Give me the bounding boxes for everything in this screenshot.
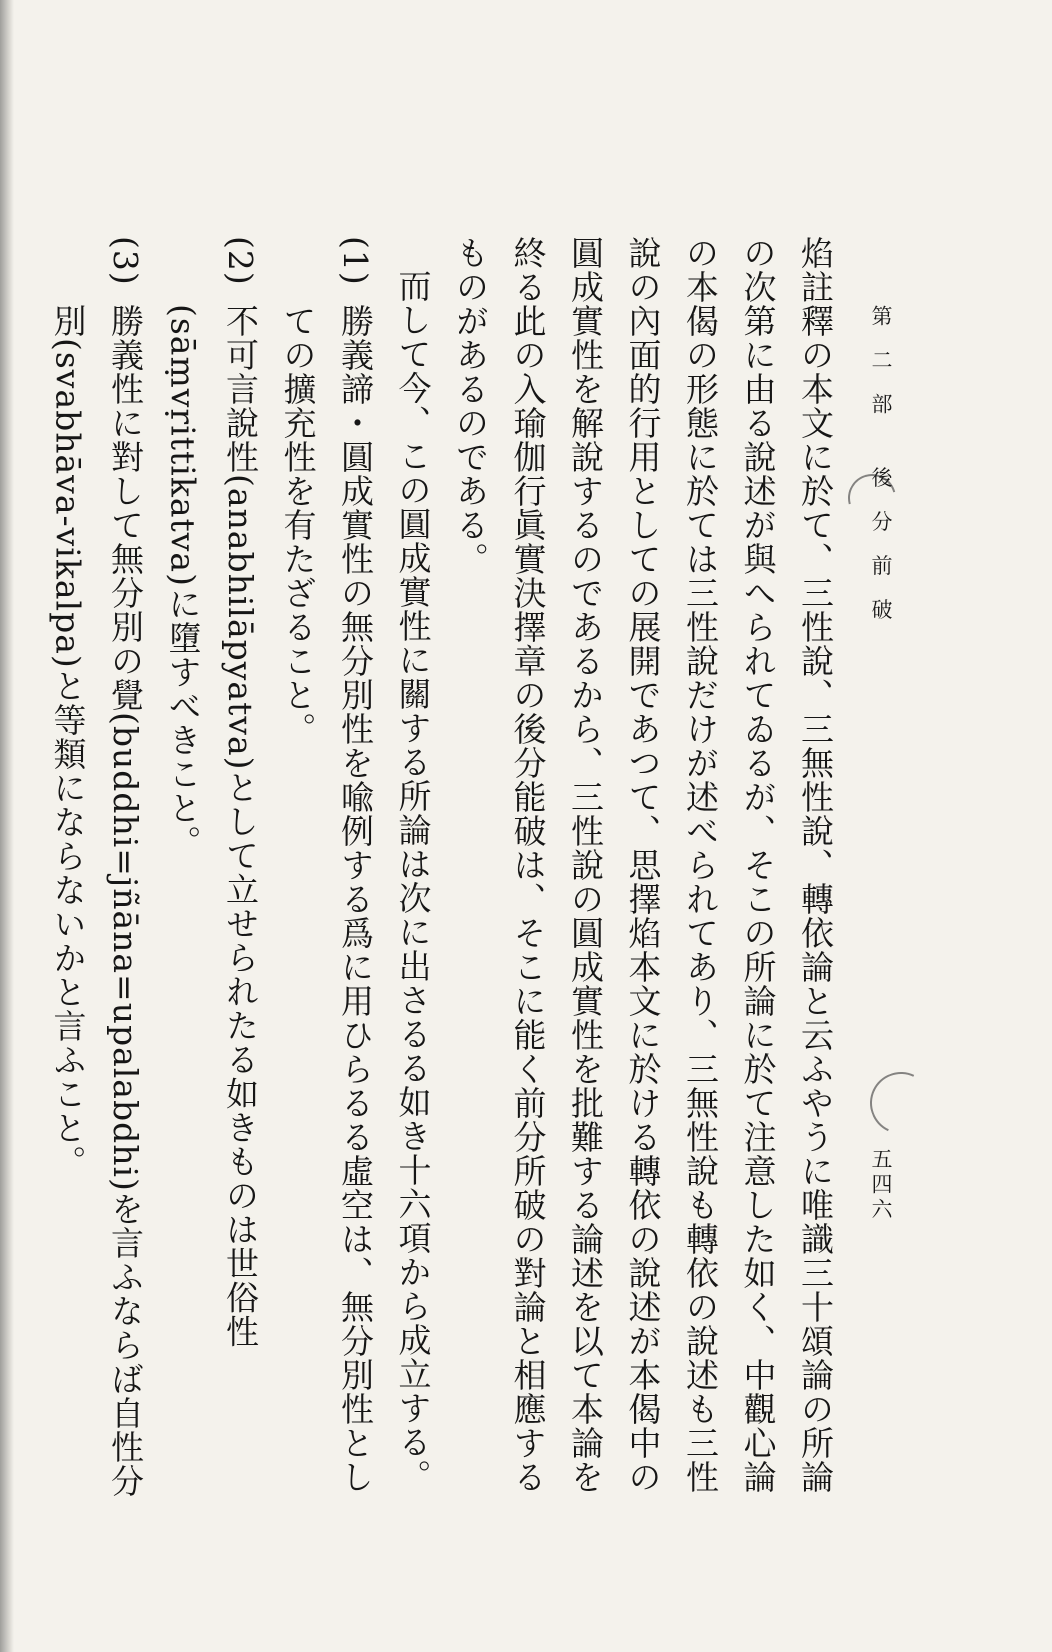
- item-number: (2): [221, 236, 260, 286]
- item-text: 勝義性に對して無分別の覺(buddhi=jñāna=upalabdhi)を言ふならば自性分別(svabhāva-vikalpa)と等類にならないかと言ふこと。: [48, 303, 145, 1498]
- list-item: [154, 236, 269, 1506]
- page-number: 五四六: [869, 1148, 893, 1223]
- list-item: [39, 236, 154, 1506]
- paragraph: 而して今、この圓成實性に關する所論は次に出さるる如き十六項から成立する。: [393, 269, 433, 1493]
- list-item: [269, 236, 384, 1506]
- main-text: [48, 236, 844, 1506]
- item-number: (1): [336, 236, 375, 286]
- page-edge-shadow: [0, 0, 14, 1652]
- item-text: 不可言說性(anabhilāpyatva)として立せられたる如きものは世俗性(sāṃvṛittikatva)に墮すべきこと。: [163, 303, 260, 1349]
- pencil-mark-circle: [861, 1063, 940, 1142]
- running-title: 第二部 後分前破: [869, 305, 893, 643]
- item-number: (3): [106, 236, 145, 286]
- item-text: 勝義諦・圓成實性の無分別性を喩例する爲に用ひらるる虛空は、無分別性としての擴充性を有たざること。: [278, 303, 375, 1494]
- paragraph: 焰註釋の本文に於て、三性說、三無性說、轉依論と云ふやうに唯識三十頌論の所論の次第に由る說述が與へられてゐるが、そこの所論に於て注意した如く、中觀心論の本偈の形態に於ては三性說だけが述べられてあり、三無性說も轉依の說述も三性說の內面的行用としての展開であつて、思擇焰本文に於ける轉依の說述が本偈中の圓成實性を解說するのであるから、三性說の圓成實性を批難する論述を以て本論を終る此の入瑜伽行眞實決擇章の後分能破は、そこに能く前分所破の對論と相應するものがあるのである。: [451, 236, 835, 1494]
